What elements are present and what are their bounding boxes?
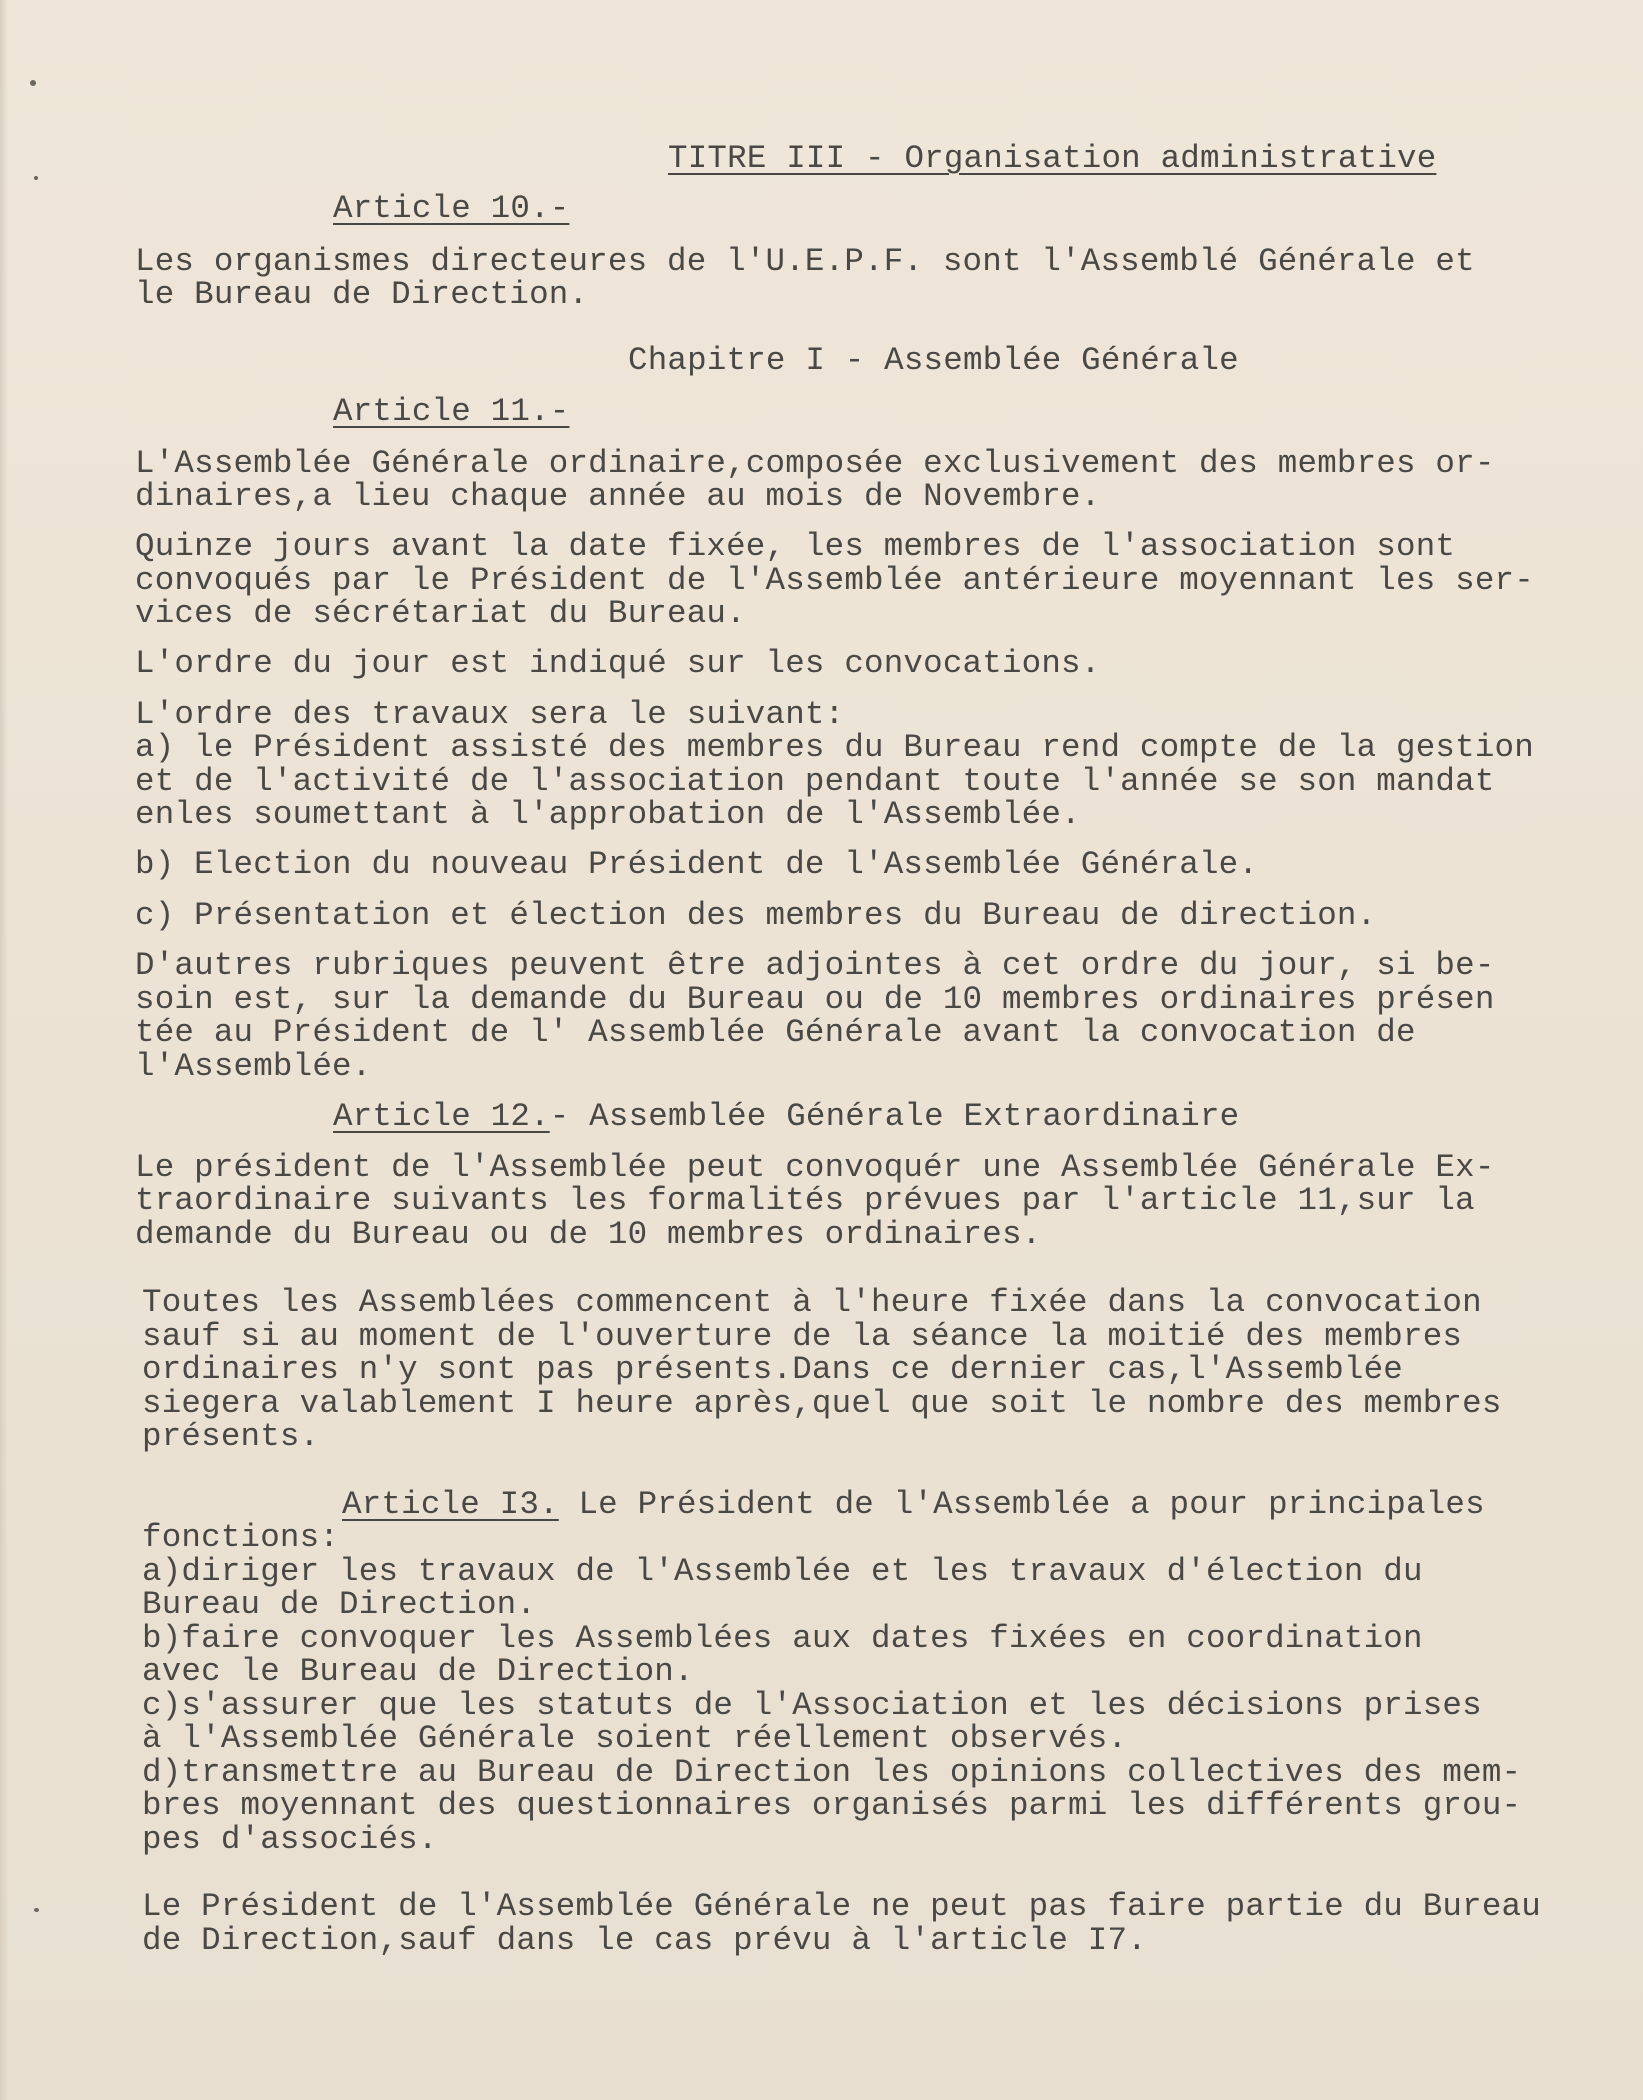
article-11-line: dinaires,a lieu chaque année au mois de Novembre. [135, 478, 1101, 515]
article-10-line: le Bureau de Direction. [135, 276, 589, 313]
page-edge-shadow [0, 0, 8, 2100]
article-11-line: tée au Président de l' Assemblée Générale avant la convocation de [135, 1014, 1416, 1051]
article-11-heading: Article 11.- [333, 393, 570, 430]
article-11-line: a) le Président assisté des membres du Bureau rend compte de la gestion [135, 729, 1534, 766]
article-11-line: b) Election du nouveau Président de l'Assemblée Générale. [135, 846, 1259, 883]
article-11-line: l'Assemblée. [135, 1048, 372, 1085]
article-13-closing-line: Le Président de l'Assemblée Générale ne peut pas faire partie du Bureau [142, 1888, 1541, 1925]
article-13-line: bres moyennant des questionnaires organisés parmi les différents grou- [142, 1787, 1522, 1824]
article-13-heading: Article I3. [342, 1486, 559, 1523]
article-11-line: enles soumettant à l'approbation de l'Assemblée. [135, 796, 1081, 833]
article-13-line: pes d'associés. [142, 1821, 438, 1858]
article-13-line: fonctions: [142, 1519, 340, 1556]
article-12-line: ordinaires n'y sont pas présents.Dans ce dernier cas,l'Assemblée [142, 1351, 1404, 1388]
section-title: TITRE III - Organisation administrative [668, 140, 1437, 177]
punch-mark [30, 80, 36, 86]
article-13-line: c)s'assurer que les statuts de l'Association et les décisions prises [142, 1687, 1482, 1724]
article-13-line: avec le Bureau de Direction. [142, 1653, 694, 1690]
punch-mark [34, 176, 38, 180]
article-11-line: D'autres rubriques peuvent être adjointes à cet ordre du jour, si be- [135, 947, 1495, 984]
article-13-line: a)diriger les travaux de l'Assemblée et les travaux d'élection du [142, 1553, 1423, 1590]
article-11-line: L'ordre du jour est indiqué sur les convocations. [135, 645, 1101, 682]
article-12-line: présents. [142, 1418, 320, 1455]
article-13-heading-rest: Le Président de l'Assemblée a pour principales [558, 1486, 1485, 1523]
article-12-line: demande du Bureau ou de 10 membres ordinaires. [135, 1216, 1042, 1253]
article-12-line: sauf si au moment de l'ouverture de la séance la moitié des membres [142, 1318, 1463, 1355]
article-10-heading: Article 10.- [333, 190, 570, 227]
article-13-heading-line [342, 1486, 1485, 1523]
article-13-line: b)faire convoquer les Assemblées aux dates fixées en coordination [142, 1620, 1423, 1657]
article-11-line: soin est, sur la demande du Bureau ou de 10 membres ordinaires présen [135, 981, 1495, 1018]
article-11-line: vices de sécrétariat du Bureau. [135, 595, 746, 632]
punch-mark [34, 1908, 39, 1912]
article-12-line: traordinaire suivants les formalités prévues par l'article 11,sur la [135, 1182, 1475, 1219]
article-11-line: Quinze jours avant la date fixée, les membres de l'association sont [135, 528, 1456, 565]
article-11-line: et de l'activité de l'association pendant toute l'année se son mandat [135, 763, 1495, 800]
article-12-heading-line [333, 1098, 1239, 1135]
article-12-line: siegera valablement I heure après,quel que soit le nombre des membres [142, 1385, 1502, 1422]
article-13-line: d)transmettre au Bureau de Direction les opinions collectives des mem- [142, 1754, 1522, 1791]
chapter-heading: Chapitre I - Assemblée Générale [628, 342, 1239, 379]
article-10-line: Les organismes directeures de l'U.E.P.F. sont l'Assemblé Générale et [135, 243, 1475, 280]
article-11-line: L'ordre des travaux sera le suivant: [135, 696, 845, 733]
article-13-line: à l'Assemblée Générale soient réellement observés. [142, 1720, 1128, 1757]
article-13-line: Bureau de Direction. [142, 1586, 537, 1623]
article-12-heading-rest: - Assemblée Générale Extraordinaire [549, 1098, 1240, 1135]
article-12-line: Toutes les Assemblées commencent à l'heure fixée dans la convocation [142, 1284, 1482, 1321]
article-11-line: convoqués par le Président de l'Assemblée antérieure moyennant les ser- [135, 562, 1534, 599]
article-13-closing-line: de Direction,sauf dans le cas prévu à l'article I7. [142, 1922, 1147, 1959]
article-11-line: c) Présentation et élection des membres du Bureau de direction. [135, 897, 1377, 934]
article-11-line: L'Assemblée Générale ordinaire,composée exclusivement des membres or- [135, 445, 1495, 482]
article-12-heading: Article 12. [333, 1098, 550, 1135]
article-12-line: Le président de l'Assemblée peut convoquér une Assemblée Générale Ex- [135, 1149, 1495, 1186]
